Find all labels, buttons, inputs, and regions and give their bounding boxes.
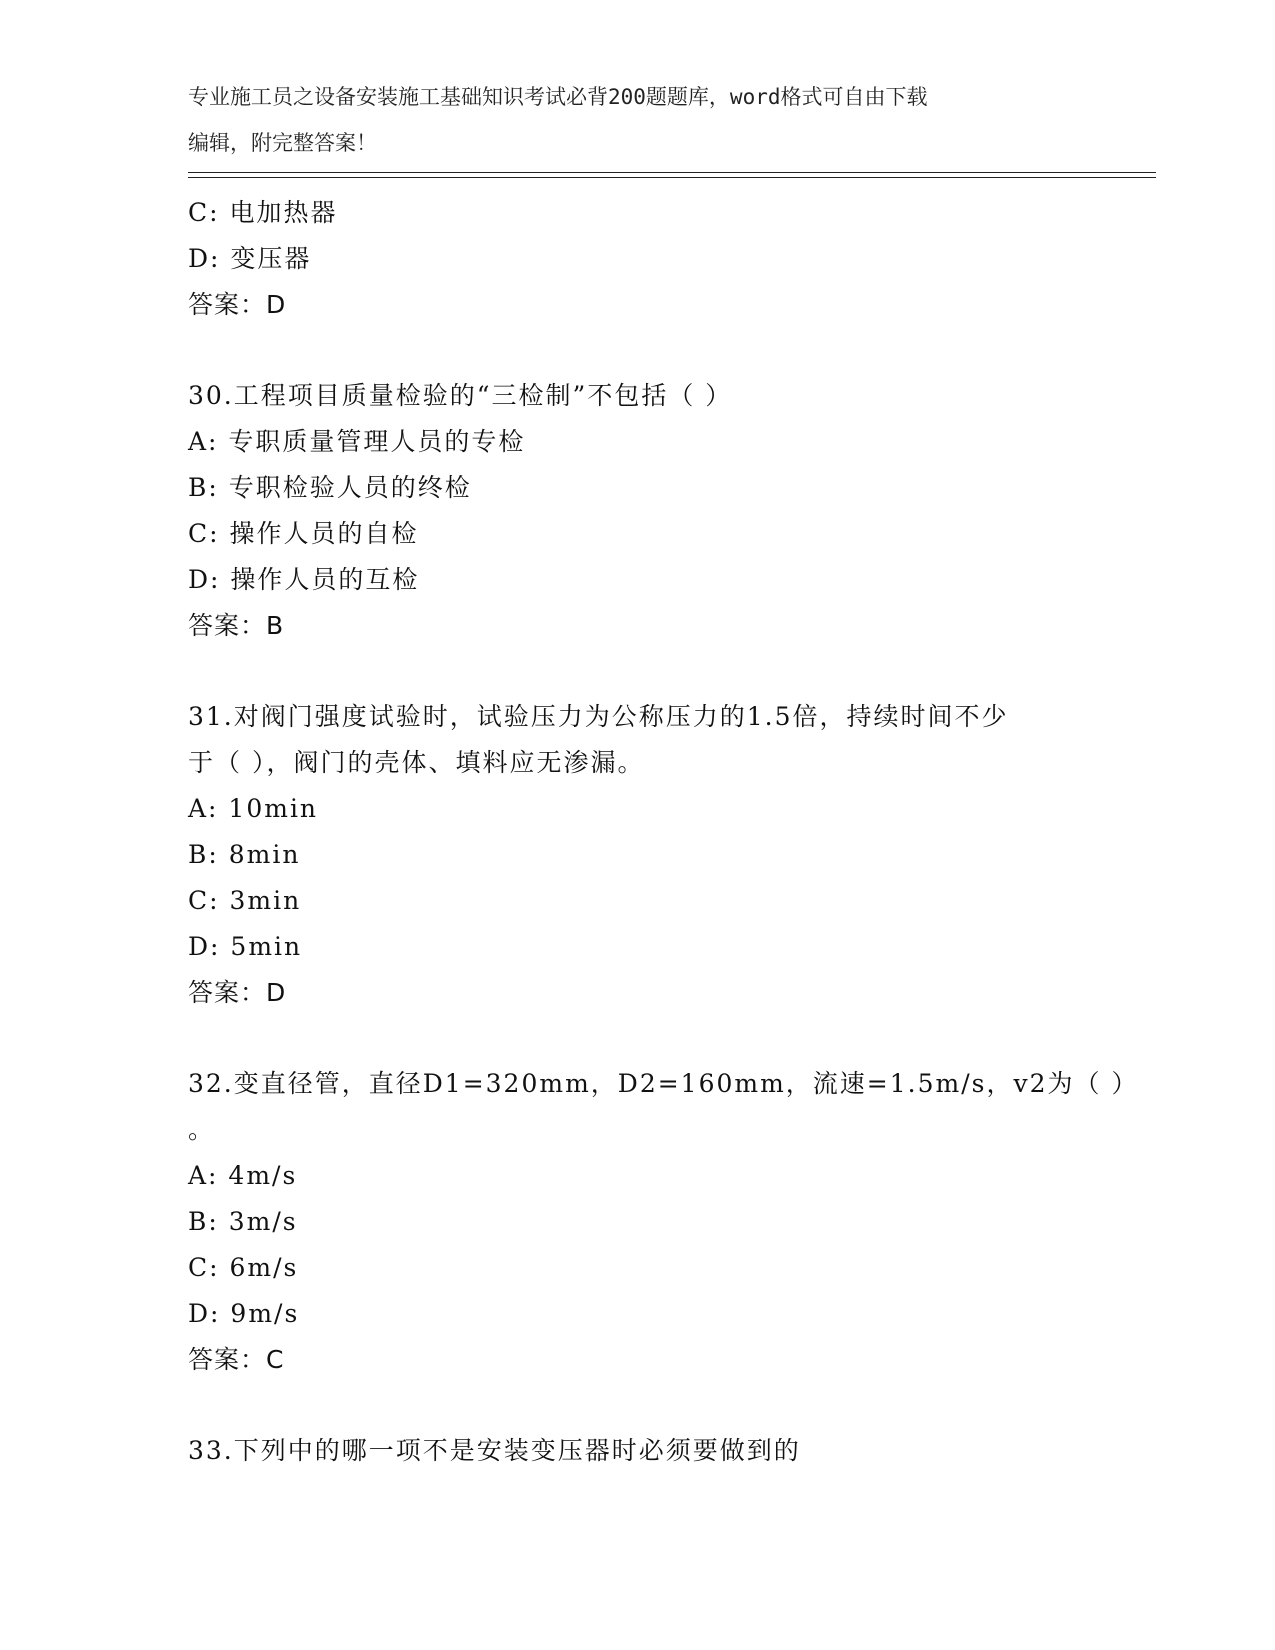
option-b: B: 3m/s <box>188 1207 298 1236</box>
answer: 答案：C <box>188 1345 285 1374</box>
option-b: B: 专职检验人员的终检 <box>188 473 472 502</box>
question-stem: 30.工程项目质量检验的“三检制”不包括（ ） <box>188 381 733 410</box>
question-29 <box>188 190 1088 328</box>
option-d: D: 9m/s <box>188 1299 300 1328</box>
option-c: C: 3min <box>188 886 302 915</box>
option-d: D: 操作人员的互检 <box>188 565 420 594</box>
question-33 <box>188 1428 1088 1474</box>
option-a: A: 专职质量管理人员的专检 <box>188 427 526 456</box>
header-rule-top <box>188 172 1156 173</box>
question-stem-line1: 31.对阀门强度试验时，试验压力为公称压力的1.5倍，持续时间不少 <box>188 702 1009 731</box>
option-c: C: 电加热器 <box>188 198 338 227</box>
option-a: A: 10min <box>188 794 319 823</box>
header-rule-bottom <box>188 177 1156 178</box>
question-stem-line2: 。 <box>188 1115 216 1144</box>
option-c: C: 6m/s <box>188 1253 299 1282</box>
question-stem-line1: 32.变直径管，直径D1=320mm，D2=160mm，流速=1.5m/s，v2为（ ） <box>188 1069 1139 1098</box>
question-stem-line2: 于（ ），阀门的壳体、填料应无渗漏。 <box>188 748 645 777</box>
answer: 答案：B <box>188 611 285 640</box>
question-list <box>188 190 1139 1474</box>
header-title-line1: 专业施工员之设备安装施工基础知识考试必背200题题库，word格式可自由下载 <box>188 85 928 109</box>
question-30 <box>188 373 1088 649</box>
question-stem: 33.下列中的哪一项不是安装变压器时必须要做到的 <box>188 1436 801 1465</box>
option-d: D: 变压器 <box>188 244 312 273</box>
question-31 <box>188 694 1088 1016</box>
header-title-line2: 编辑，附完整答案！ <box>188 131 377 155</box>
question-32 <box>188 1061 1139 1383</box>
option-c: C: 操作人员的自检 <box>188 519 419 548</box>
option-b: B: 8min <box>188 840 301 869</box>
option-d: D: 5min <box>188 932 303 961</box>
document-header <box>188 74 1088 166</box>
answer: 答案：D <box>188 290 287 319</box>
option-a: A: 4m/s <box>188 1161 298 1190</box>
answer: 答案：D <box>188 978 287 1007</box>
